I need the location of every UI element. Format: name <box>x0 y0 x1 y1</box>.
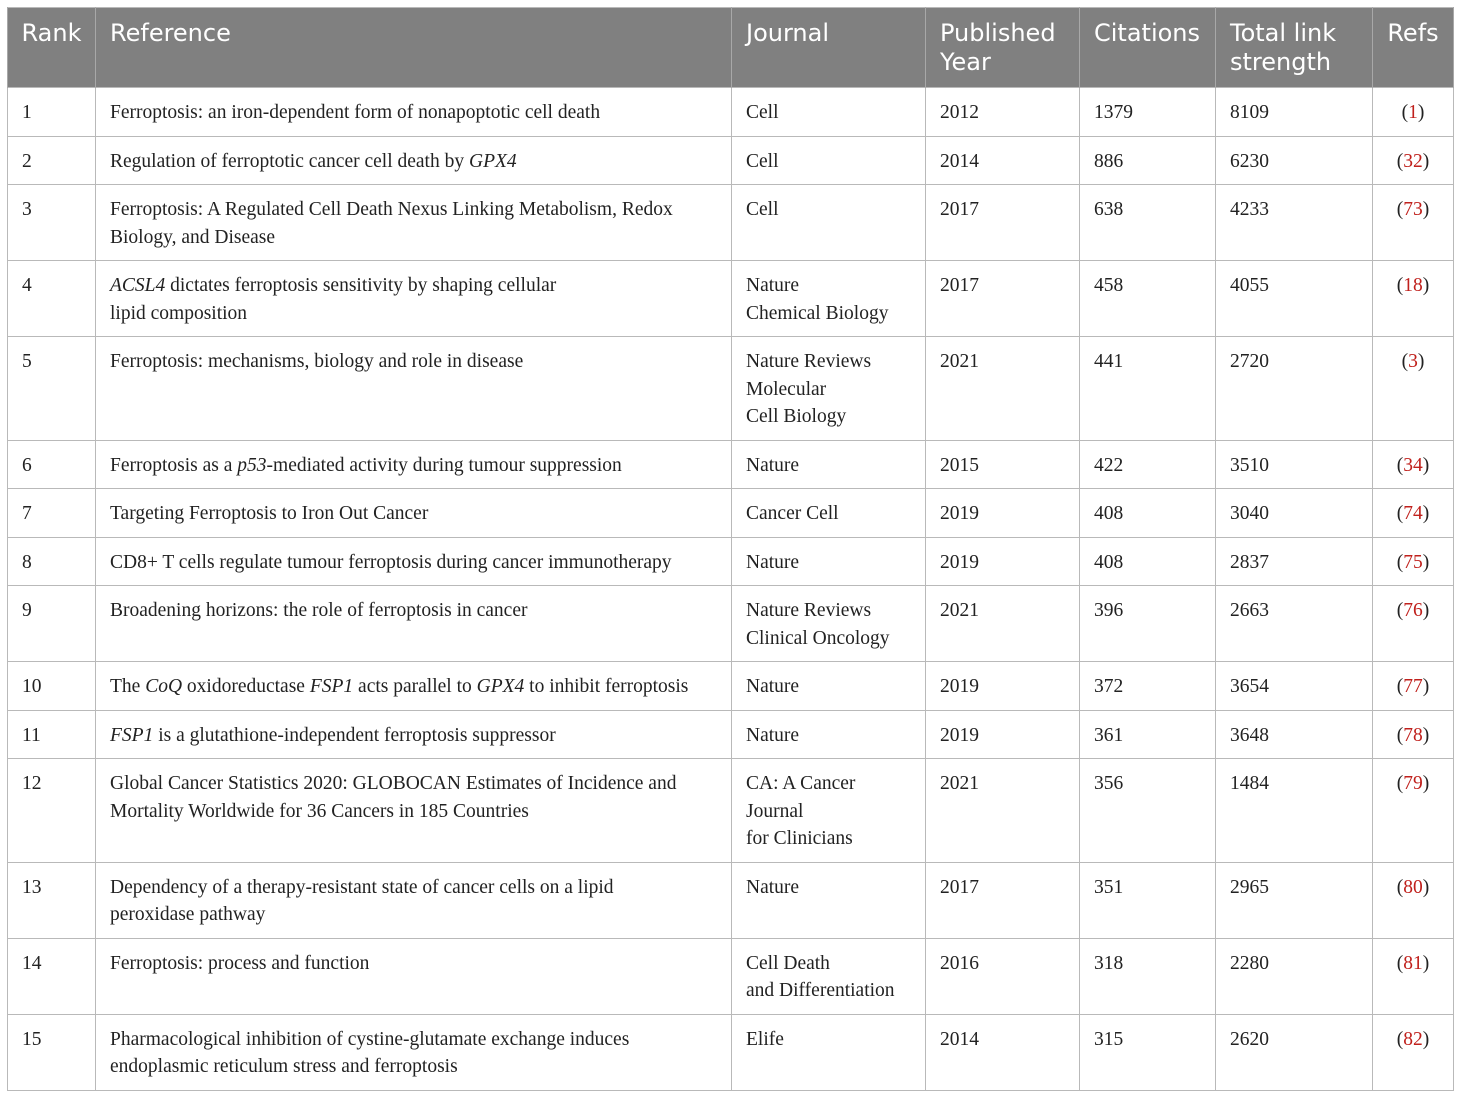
cell-reference: ACSL4 dictates ferroptosis sensitivity by shaping cellular lipid composition <box>96 261 732 337</box>
cell-published-year: 2017 <box>926 261 1080 337</box>
table-row <box>8 662 1454 711</box>
table-row <box>8 261 1454 337</box>
cell-total-link-strength: 2663 <box>1216 586 1373 662</box>
cell-total-link-strength: 2965 <box>1216 862 1373 938</box>
cell-citations: 422 <box>1080 440 1216 489</box>
table-row <box>8 586 1454 662</box>
cell-journal: Cell <box>732 136 926 185</box>
cell-rank: 12 <box>8 759 96 863</box>
cell-total-link-strength: 4055 <box>1216 261 1373 337</box>
cell-published-year: 2019 <box>926 537 1080 586</box>
cell-refs: (75) <box>1373 537 1454 586</box>
reference-link[interactable]: 80 <box>1403 876 1423 898</box>
cell-total-link-strength: 3648 <box>1216 710 1373 759</box>
table-row <box>8 537 1454 586</box>
cell-total-link-strength: 3040 <box>1216 489 1373 538</box>
cell-rank: 7 <box>8 489 96 538</box>
cell-published-year: 2019 <box>926 710 1080 759</box>
cell-rank: 2 <box>8 136 96 185</box>
cell-published-year: 2015 <box>926 440 1080 489</box>
reference-link[interactable]: 76 <box>1403 600 1423 621</box>
cell-journal: Cell <box>732 185 926 261</box>
cell-reference: Global Cancer Statistics 2020: GLOBOCAN Estimates of Incidence and Mortality Worldwide for 36 Cancers in 185 Countries <box>96 759 732 863</box>
cell-rank: 4 <box>8 261 96 337</box>
cell-published-year: 2021 <box>926 759 1080 863</box>
cell-refs: (32) <box>1373 136 1454 185</box>
cell-rank: 9 <box>8 586 96 662</box>
cell-journal: Nature <box>732 440 926 489</box>
cell-published-year: 2014 <box>926 1014 1080 1090</box>
cell-reference: Ferroptosis: mechanisms, biology and role in disease <box>96 337 732 441</box>
cell-journal: Nature <box>732 862 926 938</box>
cell-refs: (79) <box>1373 759 1454 863</box>
cell-journal: Nature <box>732 710 926 759</box>
table-body <box>8 88 1454 1091</box>
cell-journal: CA: A Cancer Journal for Clinicians <box>732 759 926 863</box>
cell-reference: Regulation of ferroptotic cancer cell death by GPX4 <box>96 136 732 185</box>
cell-citations: 396 <box>1080 586 1216 662</box>
header-row <box>8 8 1454 88</box>
cell-refs: (3) <box>1373 337 1454 441</box>
cell-citations: 1379 <box>1080 88 1216 137</box>
cell-refs: (34) <box>1373 440 1454 489</box>
reference-link[interactable]: 73 <box>1403 199 1423 220</box>
cell-total-link-strength: 2280 <box>1216 938 1373 1014</box>
reference-link[interactable]: 3 <box>1408 351 1418 372</box>
cell-reference: Dependency of a therapy-resistant state of cancer cells on a lipid peroxidase pathway <box>96 862 732 938</box>
cell-citations: 408 <box>1080 537 1216 586</box>
cell-total-link-strength: 3510 <box>1216 440 1373 489</box>
reference-link[interactable]: 1 <box>1408 102 1418 123</box>
cell-citations: 315 <box>1080 1014 1216 1090</box>
cell-published-year: 2014 <box>926 136 1080 185</box>
top-cited-references-table <box>7 7 1454 1091</box>
cell-reference: CD8+ T cells regulate tumour ferroptosis during cancer immunotherapy <box>96 537 732 586</box>
cell-published-year: 2021 <box>926 586 1080 662</box>
reference-link[interactable]: 82 <box>1403 1028 1423 1050</box>
table-row <box>8 136 1454 185</box>
cell-rank: 14 <box>8 938 96 1014</box>
cell-total-link-strength: 4233 <box>1216 185 1373 261</box>
reference-link[interactable]: 32 <box>1403 150 1423 172</box>
table-row <box>8 862 1454 938</box>
cell-refs: (80) <box>1373 862 1454 938</box>
table-row <box>8 88 1454 137</box>
cell-rank: 10 <box>8 662 96 711</box>
cell-journal: Nature <box>732 662 926 711</box>
cell-rank: 13 <box>8 862 96 938</box>
cell-citations: 351 <box>1080 862 1216 938</box>
cell-journal: Nature <box>732 537 926 586</box>
cell-total-link-strength: 2620 <box>1216 1014 1373 1090</box>
cell-reference: Ferroptosis as a p53-mediated activity during tumour suppression <box>96 440 732 489</box>
header-journal: Journal <box>732 8 926 88</box>
cell-rank: 8 <box>8 537 96 586</box>
cell-journal: Nature Chemical Biology <box>732 261 926 337</box>
cell-rank: 3 <box>8 185 96 261</box>
cell-rank: 5 <box>8 337 96 441</box>
table-row <box>8 440 1454 489</box>
header-reference: Reference <box>96 8 732 88</box>
reference-link[interactable]: 78 <box>1403 724 1423 746</box>
cell-citations: 361 <box>1080 710 1216 759</box>
cell-reference: FSP1 is a glutathione-independent ferroptosis suppressor <box>96 710 732 759</box>
cell-refs: (78) <box>1373 710 1454 759</box>
cell-journal: Elife <box>732 1014 926 1090</box>
cell-reference: The CoQ oxidoreductase FSP1 acts parallel to GPX4 to inhibit ferroptosis <box>96 662 732 711</box>
table-row <box>8 938 1454 1014</box>
cell-reference: Pharmacological inhibition of cystine-glutamate exchange induces endoplasmic reticulum stress and ferroptosis <box>96 1014 732 1090</box>
table-header <box>8 8 1454 88</box>
reference-link[interactable]: 81 <box>1403 952 1423 974</box>
cell-refs: (82) <box>1373 1014 1454 1090</box>
table-row <box>8 710 1454 759</box>
cell-reference: Broadening horizons: the role of ferroptosis in cancer <box>96 586 732 662</box>
cell-rank: 15 <box>8 1014 96 1090</box>
header-citations: Citations <box>1080 8 1216 88</box>
table-row <box>8 1014 1454 1090</box>
cell-refs: (76) <box>1373 586 1454 662</box>
reference-link[interactable]: 79 <box>1403 773 1423 794</box>
cell-published-year: 2021 <box>926 337 1080 441</box>
header-published-year: Published Year <box>926 8 1080 88</box>
cell-published-year: 2017 <box>926 185 1080 261</box>
cell-refs: (1) <box>1373 88 1454 137</box>
cell-refs: (74) <box>1373 489 1454 538</box>
table-row <box>8 489 1454 538</box>
cell-refs: (18) <box>1373 261 1454 337</box>
cell-citations: 886 <box>1080 136 1216 185</box>
table-row <box>8 759 1454 863</box>
table-row <box>8 185 1454 261</box>
cell-published-year: 2012 <box>926 88 1080 137</box>
cell-citations: 372 <box>1080 662 1216 711</box>
cell-total-link-strength: 2837 <box>1216 537 1373 586</box>
cell-journal: Cell <box>732 88 926 137</box>
cell-total-link-strength: 1484 <box>1216 759 1373 863</box>
cell-journal: Nature Reviews Clinical Oncology <box>732 586 926 662</box>
cell-reference: Targeting Ferroptosis to Iron Out Cancer <box>96 489 732 538</box>
cell-journal: Nature Reviews Molecular Cell Biology <box>732 337 926 441</box>
cell-citations: 318 <box>1080 938 1216 1014</box>
cell-total-link-strength: 6230 <box>1216 136 1373 185</box>
cell-published-year: 2019 <box>926 489 1080 538</box>
header-rank: Rank <box>8 8 96 88</box>
reference-link[interactable]: 75 <box>1403 551 1423 573</box>
table-row <box>8 337 1454 441</box>
cell-journal: Cancer Cell <box>732 489 926 538</box>
cell-reference: Ferroptosis: A Regulated Cell Death Nexus Linking Metabolism, Redox Biology, and Disease <box>96 185 732 261</box>
cell-refs: (81) <box>1373 938 1454 1014</box>
cell-total-link-strength: 2720 <box>1216 337 1373 441</box>
cell-published-year: 2019 <box>926 662 1080 711</box>
cell-reference: Ferroptosis: an iron-dependent form of nonapoptotic cell death <box>96 88 732 137</box>
header-total-link-strength: Total link strength <box>1216 8 1373 88</box>
cell-rank: 1 <box>8 88 96 137</box>
cell-journal: Cell Death and Differentiation <box>732 938 926 1014</box>
cell-total-link-strength: 3654 <box>1216 662 1373 711</box>
cell-citations: 441 <box>1080 337 1216 441</box>
reference-link[interactable]: 77 <box>1403 676 1423 697</box>
reference-link[interactable]: 74 <box>1403 503 1423 524</box>
cell-rank: 11 <box>8 710 96 759</box>
cell-published-year: 2016 <box>926 938 1080 1014</box>
cell-published-year: 2017 <box>926 862 1080 938</box>
cell-total-link-strength: 8109 <box>1216 88 1373 137</box>
cell-citations: 408 <box>1080 489 1216 538</box>
cell-rank: 6 <box>8 440 96 489</box>
cell-citations: 458 <box>1080 261 1216 337</box>
cell-refs: (73) <box>1373 185 1454 261</box>
cell-citations: 356 <box>1080 759 1216 863</box>
header-refs: Refs <box>1373 8 1454 88</box>
cell-reference: Ferroptosis: process and function <box>96 938 732 1014</box>
cell-citations: 638 <box>1080 185 1216 261</box>
reference-link[interactable]: 18 <box>1403 275 1423 296</box>
references-table-container <box>7 7 1453 1091</box>
reference-link[interactable]: 34 <box>1403 454 1423 476</box>
cell-refs: (77) <box>1373 662 1454 711</box>
